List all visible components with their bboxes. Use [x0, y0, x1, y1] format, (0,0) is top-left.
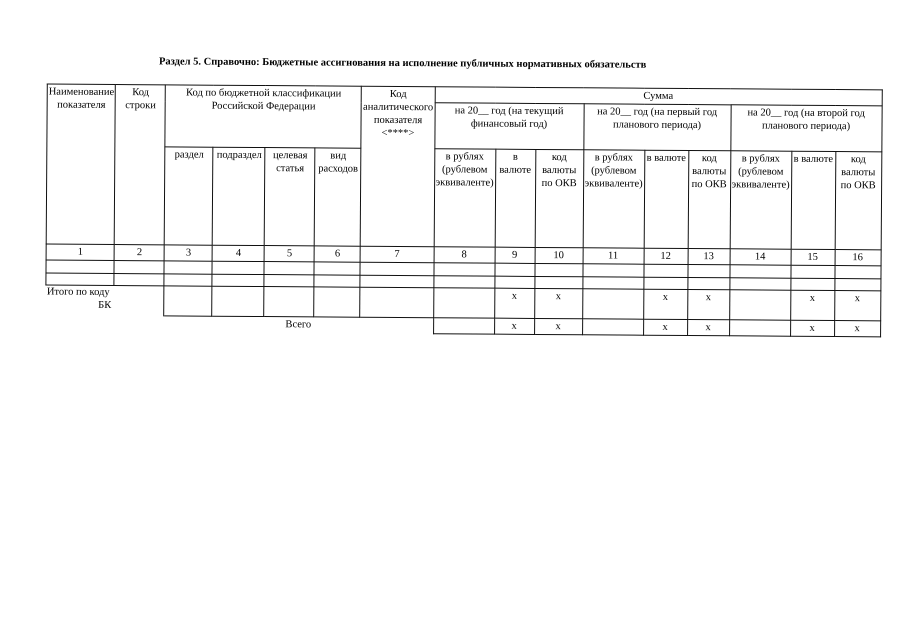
col-number: 13 — [688, 249, 730, 265]
header-okv-1: код валюты по ОКВ — [535, 150, 584, 248]
header-row-code: Код строки — [115, 85, 166, 245]
col-number: 11 — [583, 248, 644, 265]
header-name: Наименование показателя — [46, 84, 116, 245]
x-mark: x — [494, 288, 534, 318]
x-mark: x — [643, 319, 687, 335]
header-period-first: на 20__ год (на первый год планового периода) — [583, 104, 730, 151]
x-mark: x — [687, 320, 729, 336]
header-okv-2: код валюты по ОКВ — [688, 151, 731, 249]
x-mark: x — [687, 290, 729, 320]
header-rub-1: в рублях (рублевом эквиваленте) — [434, 149, 496, 247]
vsego-label: Всего — [164, 316, 433, 334]
section-title: Раздел 5. Справочно: Бюджетные ассигнования на исполнение публичных нормативных обязательств — [158, 56, 647, 71]
header-rub-2: в рублях (рублевом эквиваленте) — [583, 150, 645, 248]
col-number: 6 — [314, 246, 360, 262]
header-val-3: в валюте — [791, 151, 836, 249]
col-number: 16 — [835, 250, 881, 266]
header-analytic-code: Код аналитического показателя <****> — [361, 86, 435, 247]
appropriations-table — [45, 84, 882, 338]
x-mark: x — [834, 291, 880, 321]
header-bk-code: Код по бюджетной классификации Российской Федерации — [165, 85, 361, 148]
header-row-3 — [46, 146, 881, 250]
col-number: 5 — [264, 246, 314, 262]
header-podrazdel: подраздел — [213, 147, 266, 245]
header-celevaya: целевая статья — [265, 148, 316, 246]
header-val-1: в валюте — [495, 149, 536, 247]
col-number: 2 — [114, 245, 164, 261]
col-number: 15 — [791, 249, 835, 265]
header-period-second: на 20__ год (на второй год планового периода) — [730, 105, 881, 152]
header-okv-3: код валюты по ОКВ — [835, 152, 882, 250]
x-mark: x — [790, 320, 834, 336]
col-number: 12 — [644, 248, 688, 264]
header-period-current: на 20__ год (на текущий финансовый год) — [434, 103, 583, 150]
x-mark: x — [494, 318, 534, 334]
col-number: 9 — [495, 247, 535, 263]
header-razdel: раздел — [165, 147, 214, 245]
itogo-label: Итого по коду БК — [46, 285, 165, 316]
col-number: 10 — [535, 248, 583, 264]
col-number: 7 — [360, 246, 433, 263]
x-mark: x — [834, 321, 880, 337]
header-sum: Сумма — [435, 87, 882, 106]
header-rub-3: в рублях (рублевом эквиваленте) — [730, 151, 792, 249]
col-number: 14 — [730, 249, 791, 266]
col-number: 8 — [434, 247, 495, 264]
x-mark: x — [643, 289, 687, 319]
col-number: 4 — [212, 245, 264, 261]
x-mark: x — [534, 319, 582, 335]
header-vid-rashodov: вид расходов — [315, 148, 362, 246]
col-number: 3 — [164, 245, 212, 261]
x-mark: x — [534, 289, 582, 319]
col-number: 1 — [46, 244, 115, 261]
x-mark: x — [790, 290, 834, 320]
header-val-2: в валюте — [644, 150, 689, 248]
